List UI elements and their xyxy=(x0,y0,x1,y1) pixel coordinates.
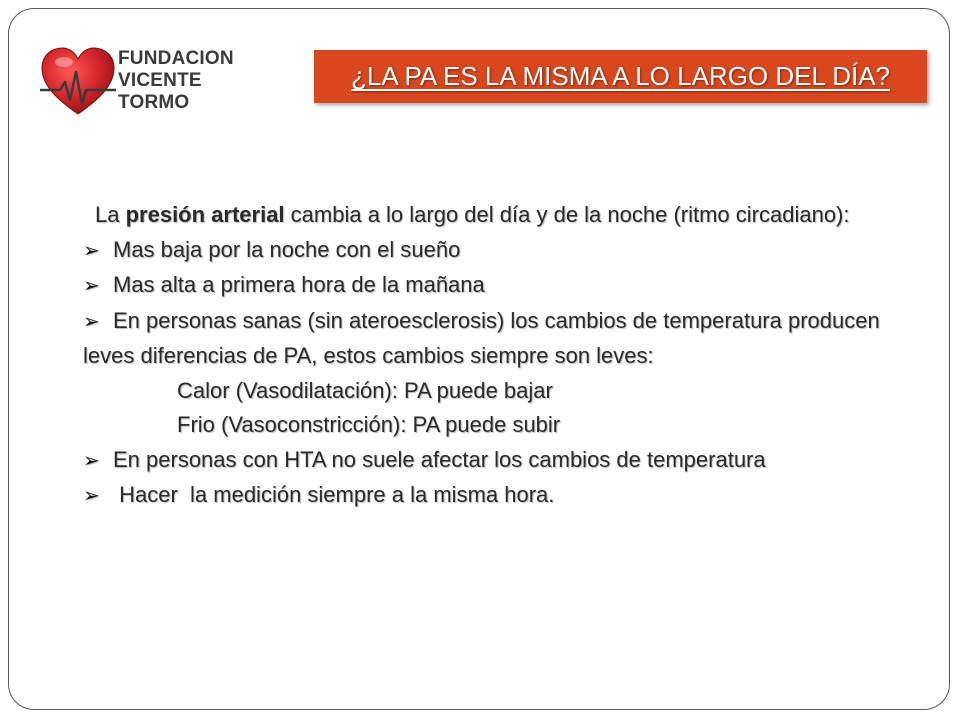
arrow-bullet-icon: ➢ xyxy=(83,485,100,507)
list-item xyxy=(83,268,923,304)
intro-rest: cambia a lo largo del día y de la noche (ritmo circadiano): xyxy=(284,202,850,227)
bullet-text: Mas alta a primera hora de la mañana xyxy=(113,272,485,297)
logo-text xyxy=(118,48,268,114)
slide-body xyxy=(83,198,923,514)
arrow-bullet-icon: ➢ xyxy=(83,310,100,333)
list-item xyxy=(83,443,923,479)
sub-line: Frio (Vasoconstricción): PA puede subir xyxy=(177,412,561,437)
heart-ecg-icon xyxy=(38,42,118,122)
arrow-bullet-icon: ➢ xyxy=(83,239,100,262)
title-banner xyxy=(314,50,927,103)
arrow-bullet-icon: ➢ xyxy=(83,449,100,472)
logo-line-1: FUNDACION xyxy=(118,48,234,69)
list-item xyxy=(83,233,923,269)
list-item xyxy=(83,478,923,514)
logo xyxy=(38,42,268,122)
logo-line-2: VICENTE TORMO xyxy=(118,70,202,113)
bullet-text: Hacer la medición siempre a la misma hora. xyxy=(113,482,555,507)
intro-bold: presión arterial xyxy=(125,202,285,227)
sub-line: Calor (Vasodilatación): PA puede bajar xyxy=(177,377,553,403)
bullet-text: En personas con HTA no suele afectar los cambios de temperatura xyxy=(113,446,766,472)
list-item xyxy=(83,304,923,374)
bullet-text: Mas baja por la noche con el sueño xyxy=(113,236,461,262)
bullet-text: En personas sanas (sin ateroesclerosis) los cambios de temperatura producen leves diferencias de PA, estos cambios siempre son leves: xyxy=(83,307,880,368)
intro-paragraph xyxy=(83,198,923,233)
arrow-bullet-icon: ➢ xyxy=(83,275,100,297)
intro-prefix: La xyxy=(95,202,126,227)
slide-title: ¿LA PA ES LA MISMA A LO LARGO DEL DÍA? xyxy=(350,61,891,91)
